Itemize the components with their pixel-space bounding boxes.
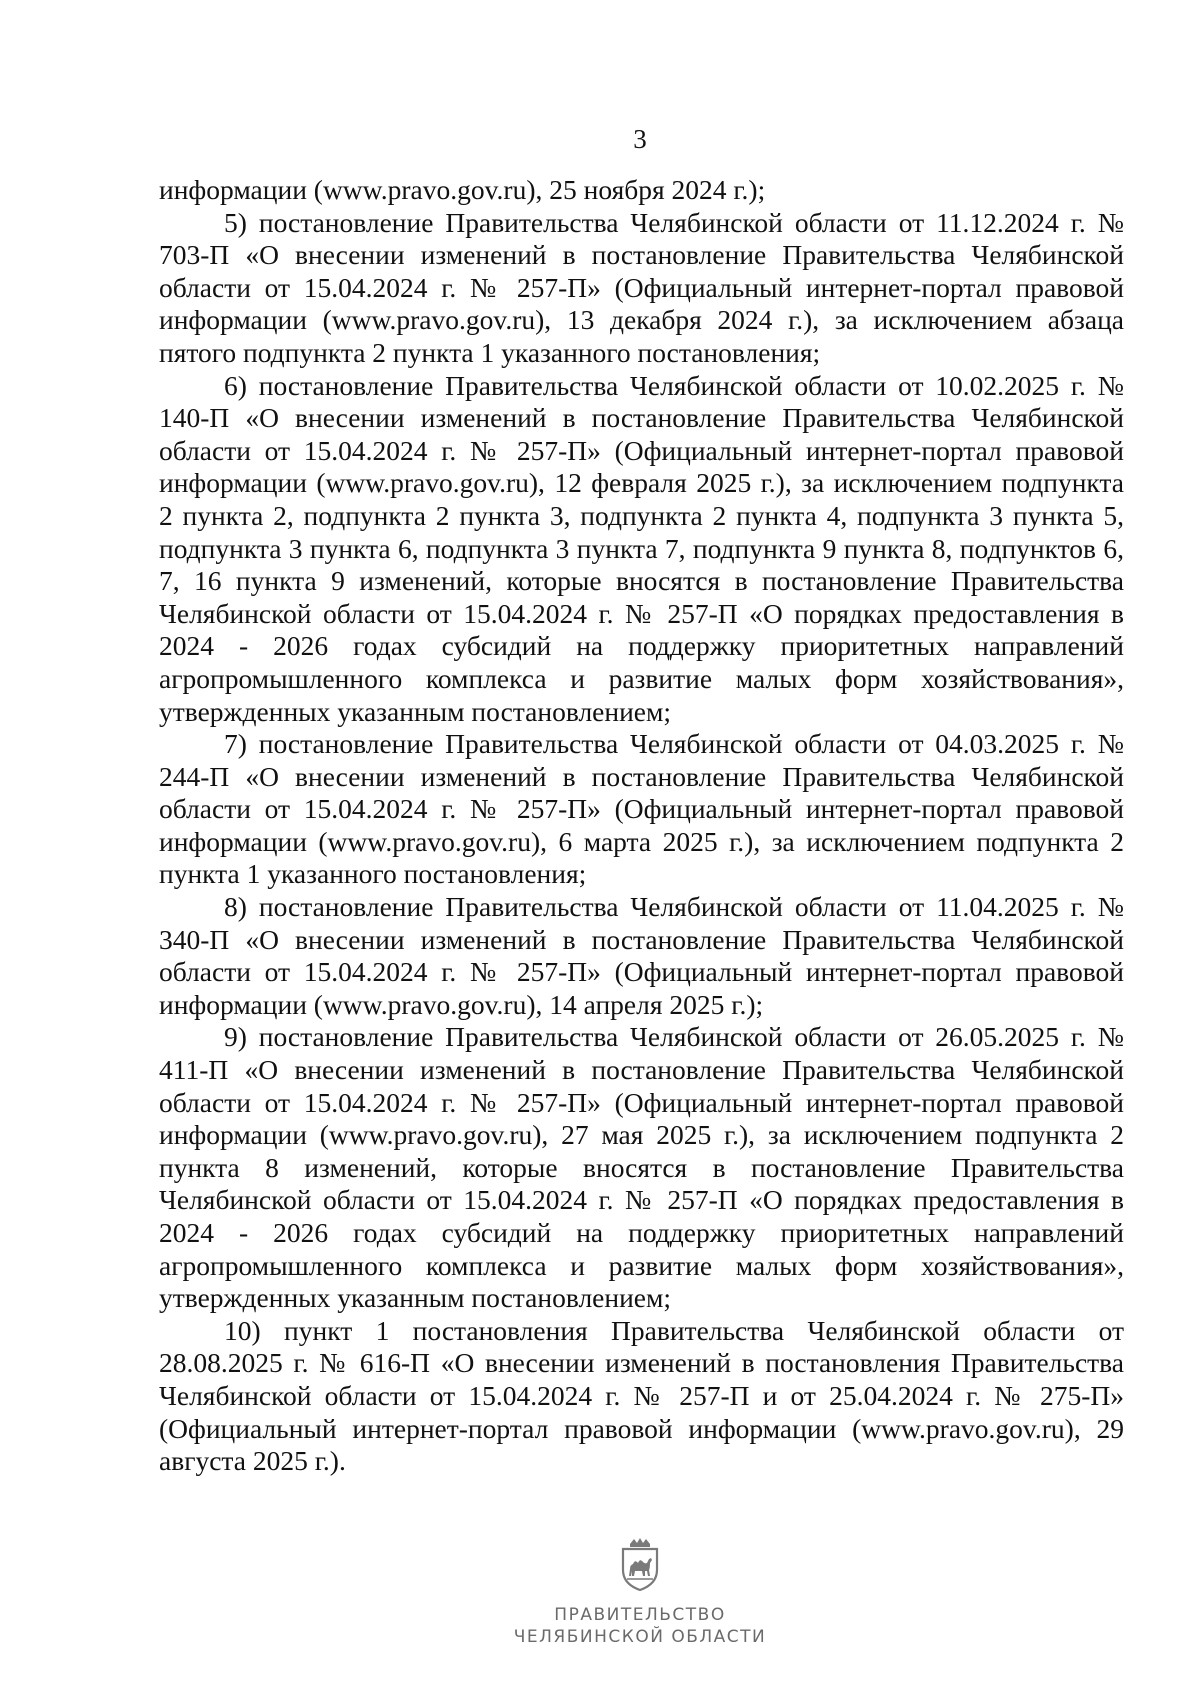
stamp-line-1: ПРАВИТЕЛЬСТВО: [554, 1605, 726, 1625]
paragraph-item-7: 7) постановление Правительства Челябинской области от 04.03.2025 г. № 244-П «О внесении изменений в постановление Правительства Челябинской области от 15.04.2024 г. № 257-П» (Официальный интернет-портал правовой информации (www.pravo.gov.ru), 6 марта 2025 г.), за исключением подпункта 2 пункта 1 указанного постановления;: [159, 728, 1124, 890]
paragraph-item-5: 5) постановление Правительства Челябинской области от 11.12.2024 г. № 703-П «О внесении изменений в постановление Правительства Челябинской области от 15.04.2024 г. № 257-П» (Официальный интернет-портал правовой информации (www.pravo.gov.ru), 13 декабря 2024 г.), за исключением абзаца пятого подпункта 2 пункта 1 указанного постановления;: [159, 206, 1124, 368]
paragraph-item-10: 10) пункт 1 постановления Правительства Челябинской области от 28.08.2025 г. № 616-П «О внесении изменений в постановления Правительства Челябинской области от 15.04.2024 г. № 257-П и от 25.04.2024 г. № 275-П» (Официальный интернет-портал правовой информации (www.pravo.gov.ru), 29 августа 2025 г.).: [159, 1314, 1124, 1477]
paragraph-item-8: 8) постановление Правительства Челябинской области от 11.04.2025 г. № 340-П «О внесении изменений в постановление Правительства Челябинской области от 15.04.2024 г. № 257-П» (Официальный интернет-портал правовой информации (www.pravo.gov.ru), 14 апреля 2025 г.);: [159, 891, 1124, 1020]
stamp-line-2: ЧЕЛЯБИНСКОЙ ОБЛАСТИ: [513, 1627, 767, 1647]
paragraph-continuation: информации (www.pravo.gov.ru), 25 ноября 2024 г.);: [159, 174, 766, 205]
paragraph-item-9: 9) постановление Правительства Челябинской области от 26.05.2025 г. № 411-П «О внесении изменений в постановление Правительства Челябинской области от 15.04.2024 г. № 257-П» (Официальный интернет-портал правовой информации (www.pravo.gov.ru), 27 мая 2025 г.), за исключением подпункта 2 пункта 8 изменений, которые вносятся в постановление Правительства Челябинской области от 15.04.2024 г. № 257-П «О порядках предоставления в 2024 - 2026 годах субсидий на поддержку приоритетных направлений агропромышленного комплекса и развитие малых форм хозяйствования», утвержденных указанным постановлением;: [159, 1021, 1124, 1314]
footer-stamp: [440, 1538, 840, 1648]
document-body: [159, 174, 1124, 1478]
paragraph-item-6: 6) постановление Правительства Челябинской области от 10.02.2025 г. № 140-П «О внесении изменений в постановление Правительства Челябинской области от 15.04.2024 г. № 257-П» (Официальный интернет-портал правовой информации (www.pravo.gov.ru), 12 февраля 2025 г.), за исключением подпункта 2 пункта 2, подпункта 2 пункта 3, подпункта 2 пункта 4, подпункта 3 пункта 5, подпункта 3 пункта 6, подпункта 3 пункта 7, подпункта 9 пункта 8, подпунктов 6, 7, 16 пункта 9 изменений, которые вносятся в постановление Правительства Челябинской области от 15.04.2024 г. № 257-П «О порядках предоставления в 2024 - 2026 годах субсидий на поддержку приоритетных направлений агропромышленного комплекса и развитие малых форм хозяйствования», утвержденных указанным постановлением;: [159, 369, 1124, 727]
page-number: 3: [633, 124, 647, 154]
coat-of-arms-camel-icon: [618, 1538, 662, 1592]
